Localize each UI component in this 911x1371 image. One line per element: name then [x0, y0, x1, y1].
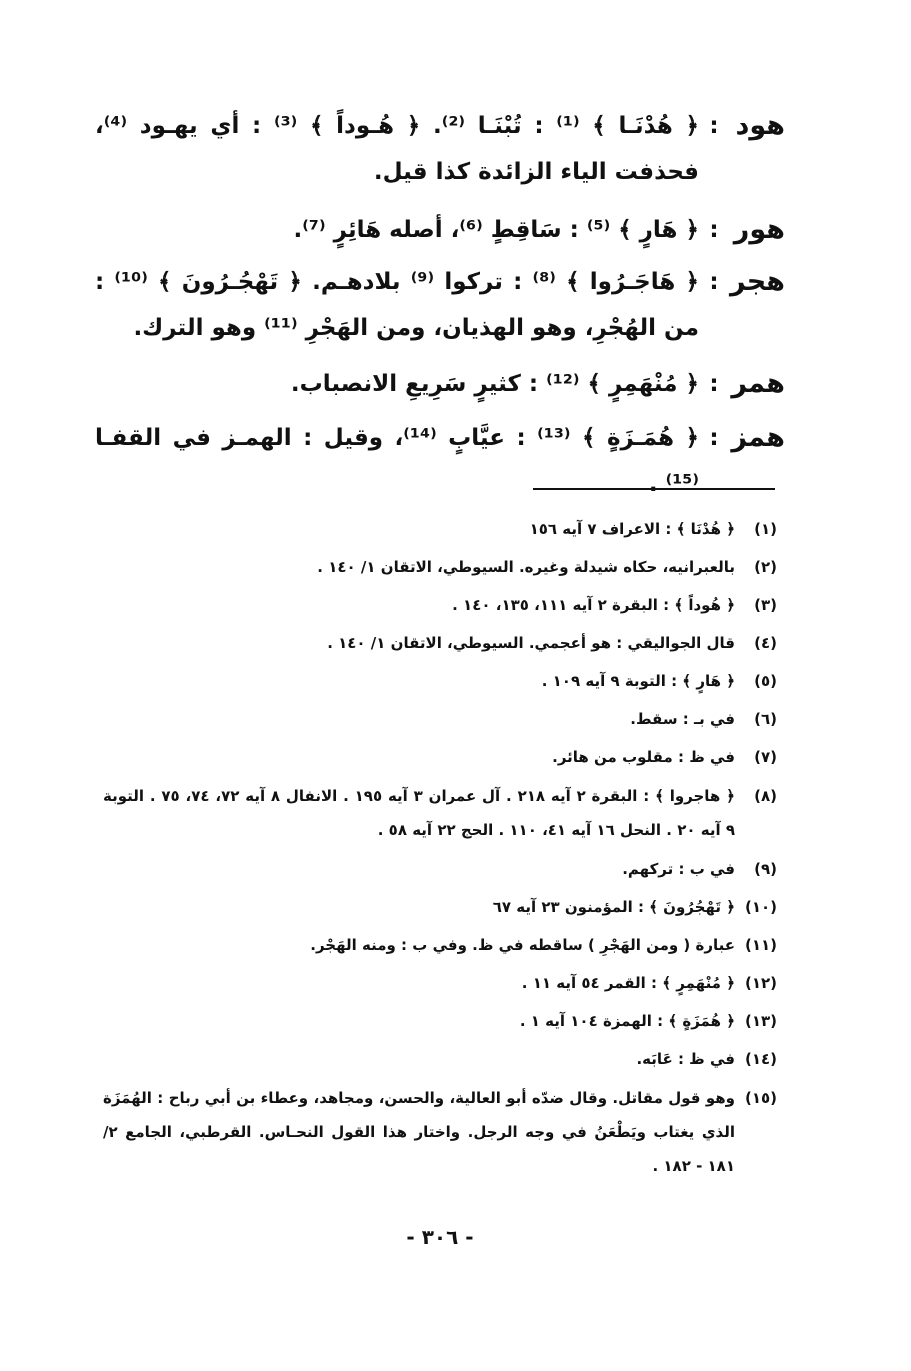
- entry-hmz: [95, 415, 785, 507]
- footnote-number: (٣): [754, 596, 777, 614]
- footnote: [103, 703, 777, 735]
- footnote-text: عبارة ( ومن الهَجْرِ ) ساقطه في ظ. وفي ب : ومنه الهَجْر.: [310, 936, 735, 954]
- footnote-number: (٨): [754, 787, 777, 805]
- glossary-entries: [95, 95, 785, 507]
- footnote-number: (٧): [754, 748, 777, 766]
- footnote-text: ﴿ هُدْنَا ﴾ : الاعراف ٧ آيه ١٥٦: [529, 520, 735, 538]
- entry-text: ﴿ هُمَـزَةٍ ﴾ ⁽¹³⁾ : عيَّابٍ ⁽¹⁴⁾، وقيل : الهمـز في القفـا ⁽¹⁵⁾ .: [95, 425, 700, 497]
- footnote-text: في ظ : عَابَه.: [636, 1050, 735, 1068]
- footnote: [103, 513, 777, 545]
- footnote-number: (٦): [754, 710, 777, 728]
- entry-colon: :: [709, 371, 719, 397]
- footnote: [103, 891, 777, 923]
- entry-hwr: [95, 207, 785, 253]
- footnote-number: (٥): [754, 672, 777, 690]
- footnote: [103, 741, 777, 773]
- entry-text: ﴿ هُدْنَـا ﴾ ⁽¹⁾ : تُبْنَـا ⁽²⁾. ﴿ هُـوداً ﴾ ⁽³⁾ : أي يهـود ⁽⁴⁾، فحذفت الياء الزائدة كذا قيل.: [95, 113, 700, 185]
- footnote-text: ﴿ هَارٍ ﴾ : التوبة ٩ آيه ١٠٩ .: [541, 672, 735, 690]
- footnote-number: (١): [754, 520, 777, 538]
- footnote: [103, 967, 777, 999]
- footnote-text: في ظ : مقلوب من هائر.: [552, 748, 735, 766]
- footnote-text: ﴿ تَهْجُرُونَ ﴾ : المؤمنون ٢٣ آيه ٦٧: [492, 898, 735, 916]
- entry-text: ﴿ هَاجَـرُوا ﴾ ⁽⁸⁾ : تركوا ⁽⁹⁾ بلادهـم. ﴿ تَهْجُـرُونَ ﴾ ⁽¹⁰⁾ : من الهُجْرِ، وهو الهذيان، ومن الهَجْرِ ⁽¹¹⁾ وهو الترك.: [95, 269, 699, 341]
- footnote: [103, 627, 777, 659]
- entry-hjr: [95, 259, 785, 351]
- entry-root: هجر: [730, 266, 785, 297]
- entry-colon: :: [709, 217, 719, 243]
- footnote-text: ﴿ مُنْهَمِرٍ ﴾ : القمر ٥٤ آيه ١١ .: [521, 974, 735, 992]
- entry-text: ﴿ مُنْهَمِرٍ ﴾ ⁽¹²⁾ : كثيرٍ سَرِيعِ الانصباب.: [290, 371, 699, 397]
- book-page: [95, 95, 785, 1355]
- entry-colon: :: [709, 113, 719, 139]
- footnote-number: (٩): [754, 860, 777, 878]
- footnote: [103, 665, 777, 697]
- footnote-text: وهو قول مقاتل. وقال ضدّه أبو العالية، والحسن، ومجاهد، وعطاء بن أبي رباح : الهُمَزَة الذي يغتاب ويَطْعَنُ في وجه الرجل. واختار هذا القول النحـاس. القرطبي، الجامع ٢/ ١٨١ - ١٨٢ .: [103, 1089, 735, 1175]
- entry-hwd: [95, 103, 785, 195]
- footnote-number: (١٥): [744, 1089, 777, 1107]
- entry-hmr: [95, 361, 785, 407]
- footnote-number: (٢): [754, 558, 777, 576]
- entry-root: هور: [733, 214, 785, 245]
- entry-colon: :: [709, 425, 719, 451]
- footnote: [103, 853, 777, 885]
- footnote-number: (١٠): [744, 898, 777, 916]
- footnote: [103, 1043, 777, 1075]
- footnote-text: قال الجواليقي : هو أعجمي. السيوطي، الاتقان ١/ ١٤٠ .: [327, 634, 735, 652]
- footnote-number: (١٢): [744, 974, 777, 992]
- entry-root: همز: [731, 422, 785, 453]
- entry-root: هود: [735, 110, 785, 141]
- footnote-text: في ب : تركهم.: [622, 860, 735, 878]
- page-number: - ٣٠٦ -: [406, 1225, 474, 1249]
- footnotes: [103, 513, 777, 1189]
- footnote-number: (١٤): [744, 1050, 777, 1068]
- footnote-text: ﴿ هُمَزَةٍ ﴾ : الهمزة ١٠٤ آيه ١ .: [519, 1012, 735, 1030]
- footnote-text: ﴿ هُوداً ﴾ : البقرة ٢ آيه ١١١، ١٣٥، ١٤٠ .: [452, 596, 735, 614]
- footnote-number: (٤): [754, 634, 777, 652]
- footnote: [103, 589, 777, 621]
- footnote-number: (١٣): [744, 1012, 777, 1030]
- footnote-text: في بـ : سقط.: [630, 710, 735, 728]
- footnote: [103, 1005, 777, 1037]
- footnote: [103, 1081, 777, 1183]
- footnote-separator: [533, 488, 775, 490]
- footnote: [103, 551, 777, 583]
- entry-colon: :: [709, 269, 719, 295]
- footnote: [103, 779, 777, 847]
- footnote-number: (١١): [744, 936, 777, 954]
- footnote-text: بالعبرانيه، حكاه شيدلة وغيره. السيوطي، الاتقان ١/ ١٤٠ .: [317, 558, 735, 576]
- footnote-text: ﴿ هاجروا ﴾ : البقرة ٢ آيه ٢١٨ . آل عمران ٣ آيه ١٩٥ . الانفال ٨ آيه ٧٢، ٧٤، ٧٥ . التوبة ٩ آيه ٢٠ . النحل ١٦ آيه ٤١، ١١٠ . الحج ٢٢ آيه ٥٨ .: [103, 787, 735, 839]
- footnote: [103, 929, 777, 961]
- entry-root: همر: [731, 368, 785, 399]
- entry-text: ﴿ هَارٍ ﴾ ⁽⁵⁾ : سَاقِطٍ ⁽⁶⁾، أصله هَائِرٍ ⁽⁷⁾.: [293, 217, 699, 243]
